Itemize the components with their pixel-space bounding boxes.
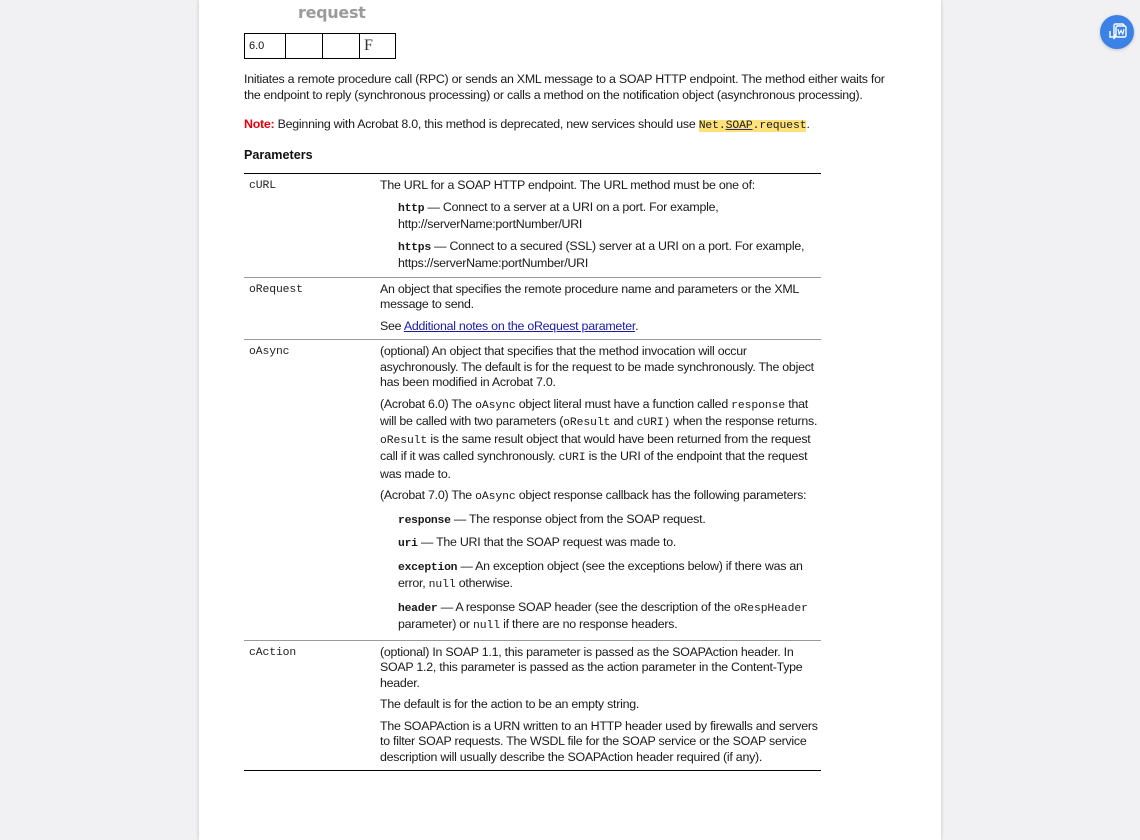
code: null xyxy=(473,620,500,632)
callback-header xyxy=(380,600,820,635)
see-also xyxy=(380,319,820,335)
param-description xyxy=(380,282,820,335)
https-text: — Connect to a secured (SSL) server at a URI on a port. For example, https://serverName:portNumber/URI xyxy=(398,238,805,270)
callback-response xyxy=(380,512,820,530)
text: — A response SOAP header (see the description of the xyxy=(437,599,734,614)
pdf-page xyxy=(199,0,941,840)
text: — An exception object (see the exceptions below) if there was an error, xyxy=(398,558,803,590)
version-cell xyxy=(286,34,323,59)
parameters-heading: Parameters xyxy=(244,148,313,162)
param-text: The SOAPAction is a URN written to an HTTP header used by firewalls and servers to filter SOAP requests. The WSDL file for the SOAP service or the SOAP service description will usually describe the SOAPAction header required (if any). xyxy=(380,718,818,764)
http-code: http xyxy=(398,202,425,215)
text: (Acrobat 6.0) The xyxy=(380,396,476,411)
code: cURI) xyxy=(636,417,671,429)
version-cell: 6.0 xyxy=(245,34,286,59)
text: is the same result object that would have been returned from the request call if it was called synchronously. xyxy=(380,431,811,463)
see-text: See xyxy=(380,318,404,333)
param-row-curl xyxy=(244,174,821,278)
param-row-oasync xyxy=(244,340,821,641)
param-description xyxy=(380,645,820,766)
param-name: oAsync xyxy=(249,346,290,358)
https-option xyxy=(380,239,820,272)
net-soap-request-code xyxy=(699,120,807,132)
param-description xyxy=(380,178,820,272)
http-text: — Connect to a server at a URI on a port. For example, http://serverName:portNumber/URI xyxy=(398,199,719,231)
note-label: Note: xyxy=(244,117,275,131)
code: cURI xyxy=(558,452,586,464)
parameters-table xyxy=(244,173,821,771)
callback-uri xyxy=(380,535,820,553)
param-text: An object that specifies the remote procedure name and parameters or the XML message to send. xyxy=(380,281,799,311)
acrobat7-paragraph xyxy=(380,488,820,506)
text: — The response object from the SOAP request. xyxy=(450,511,706,526)
acrobat6-paragraph xyxy=(380,397,820,483)
param-text: (optional) In SOAP 1.1, this parameter is passed as the SOAPAction header. In SOAP 1.2, this parameter is passed as the action parameter in the Content-Type header. xyxy=(380,644,803,690)
translate-document-icon xyxy=(1107,22,1127,42)
version-table xyxy=(244,33,396,59)
deprecation-note xyxy=(244,117,904,135)
code: response xyxy=(398,514,451,527)
code: null xyxy=(428,579,456,591)
param-text: (optional) An object that specifies that the method invocation will occur asychronously. The default is for the request to be made synchronously. The object has been modified in Acrobat 7.0. xyxy=(380,344,814,389)
text: — The URI that the SOAP request was made to. xyxy=(417,535,677,549)
orequest-notes-link[interactable]: Additional notes on the oRequest parameter xyxy=(403,318,636,333)
version-cell: F xyxy=(360,34,396,59)
see-end: . xyxy=(635,318,639,333)
method-title: request xyxy=(298,3,366,22)
text: if there are no response headers. xyxy=(499,617,678,631)
code: response xyxy=(731,399,786,412)
param-row-caction xyxy=(244,641,821,771)
text: that will be called with two parameters ( xyxy=(380,396,808,428)
code: exception xyxy=(398,561,458,574)
version-cell xyxy=(323,34,360,59)
text: object response callback has the following parameters: xyxy=(515,488,807,502)
code-prefix: Net. xyxy=(698,120,726,132)
code: uri xyxy=(398,538,418,550)
param-text: The default is for the action to be an empty string. xyxy=(380,697,640,711)
param-text: The URL for a SOAP HTTP endpoint. The URL method must be one of: xyxy=(380,178,755,192)
param-description xyxy=(380,344,820,635)
text: when the response returns. xyxy=(670,414,818,428)
callback-exception xyxy=(380,559,820,594)
code: oResult xyxy=(380,434,428,447)
param-name: cURL xyxy=(249,180,276,192)
code: oRespHeader xyxy=(733,602,808,615)
code: oAsync xyxy=(475,399,516,412)
text: parameter) or xyxy=(398,617,474,631)
code-suffix: .request xyxy=(752,120,807,132)
http-option xyxy=(380,200,820,233)
param-row-orequest xyxy=(244,278,821,341)
param-name: oRequest xyxy=(249,283,303,296)
text: is the URI of the endpoint that the request was made to. xyxy=(380,449,808,481)
code: oAsync xyxy=(475,491,516,503)
intro-paragraph: Initiates a remote procedure call (RPC) or sends an XML message to a SOAP HTTP endpoint. The method either waits for the endpoint to reply (synchronous processing) or calls a method on the notification object (asynchronous processing). xyxy=(244,72,885,102)
text: (Acrobat 7.0) The xyxy=(380,488,476,502)
translate-document-button[interactable] xyxy=(1100,15,1134,49)
code: oResult xyxy=(563,417,611,429)
text: object literal must have a function called xyxy=(515,396,732,411)
note-end: . xyxy=(806,117,810,131)
soap-link[interactable]: SOAP xyxy=(725,120,753,132)
note-text: Beginning with Acrobat 8.0, this method is deprecated, new services should use xyxy=(277,117,699,131)
param-name: cAction xyxy=(249,646,297,659)
https-code: https xyxy=(398,241,431,254)
text: otherwise. xyxy=(455,576,513,590)
code: header xyxy=(398,602,438,615)
text: and xyxy=(610,414,637,428)
